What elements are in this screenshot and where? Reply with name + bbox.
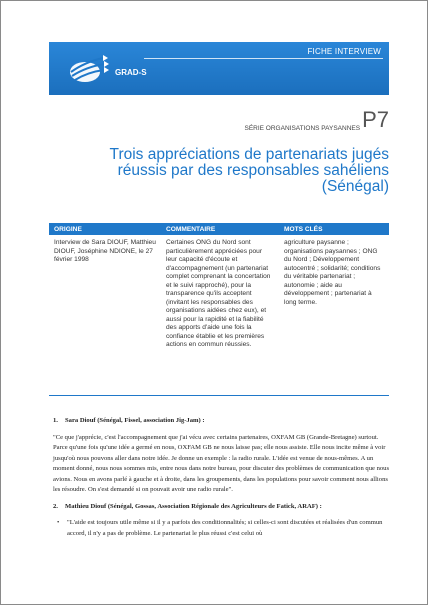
document-title: Trois appréciations de partenariats jugés réussis par des responsables sahéliens (Sénégal) — [109, 146, 389, 195]
section-heading-text: Sara Diouf (Sénégal, Fissel, association Jig-Jam) : — [65, 417, 205, 424]
column-header-mots-cles: MOTS CLÉS — [279, 223, 389, 235]
grad-s-logo-icon — [67, 48, 109, 88]
column-header-origine: ORIGINE — [49, 223, 161, 235]
section-number: 1. — [53, 417, 58, 424]
section-heading — [53, 502, 391, 513]
column-header-commentaire: COMMENTAIRE — [161, 223, 279, 235]
fiche-tag: FICHE INTERVIEW — [307, 47, 381, 56]
document-page — [1, 1, 427, 604]
bullet-text: "L'aide est toujours utile même si il y a parfois des conditionnalités; si celles-ci sont discutées et réalisées d'un commun accord, il n'y a pas de problème. Le partenariat le plus réussi c'est celui où — [67, 519, 383, 537]
brand-name: GRAD-S — [115, 68, 147, 77]
section-number: 2. — [53, 502, 58, 510]
summary-table-header — [49, 223, 389, 235]
bullet-marker: • — [57, 519, 60, 526]
summary-table-row — [49, 235, 389, 396]
section-heading — [53, 416, 391, 427]
summary-table — [49, 223, 389, 396]
header-rule — [144, 58, 383, 59]
series-line — [244, 109, 389, 132]
mots-cles-cell: agriculture paysanne ; organisations paysannes ; ONG du Nord ; Développement autocentré ; solidarité; conditions du véritable partenariat ; autonomie ; aide au développement ; partenariat à long terme. — [279, 235, 389, 396]
section-heading-text: Mathieu Diouf (Sénégal, Gossas, Association Régionale des Agriculteurs de Fatick, ARAF) : — [65, 502, 322, 510]
series-label: SÉRIE ORGANISATIONS PAYSANNES — [244, 125, 361, 132]
series-code: P7 — [362, 107, 389, 132]
commentaire-cell: Certaines ONG du Nord sont particulièrement appréciées pour leur capacité d'écoute et d'accompagnement (un partenariat complet comprenant la concertation et le suivi rapproché), pour la transparence qu'ils acceptent (invitant les responsables des organisations aidées chez eux), et aussi pour la rapidité et la fiabilité des apports d'aide une fois la confiance établie et les premières actions en commun réussies. — [161, 235, 279, 396]
section-paragraph: "Ce que j'apprécie, c'est l'accompagnement que j'ai vécu avec certains partenaires, OXFAM GB (Grande-Bretagne) surtout. Parce qu'une fois qu'une idée a germé en nous, OXFAM GB ne nous laisse pas; elle nous assiste. Elle nous incite même à voir jusqu'où nous pouvons aller dans notre idée. Je donne un exemple : la radio rurale. L'idée est venue de nous-mêmes. A un moment donné, nous nous sommes mis, entre nous dans notre bureau, pour discuter des problèmes de communication que nous avions. Nous en avons parlé à gauche et à droite, dans les groupements, dans les populations pour savoir comment nous allions les résoudre. On s'est demandé si on pouvait avoir une radio rurale". — [53, 433, 390, 493]
origine-cell: Interview de Sara DIOUF, Matthieu DIOUF, Joséphine NDIONE, le 27 février 1998 — [49, 235, 161, 396]
bullet-paragraph — [53, 518, 391, 539]
interview-body — [53, 416, 391, 539]
